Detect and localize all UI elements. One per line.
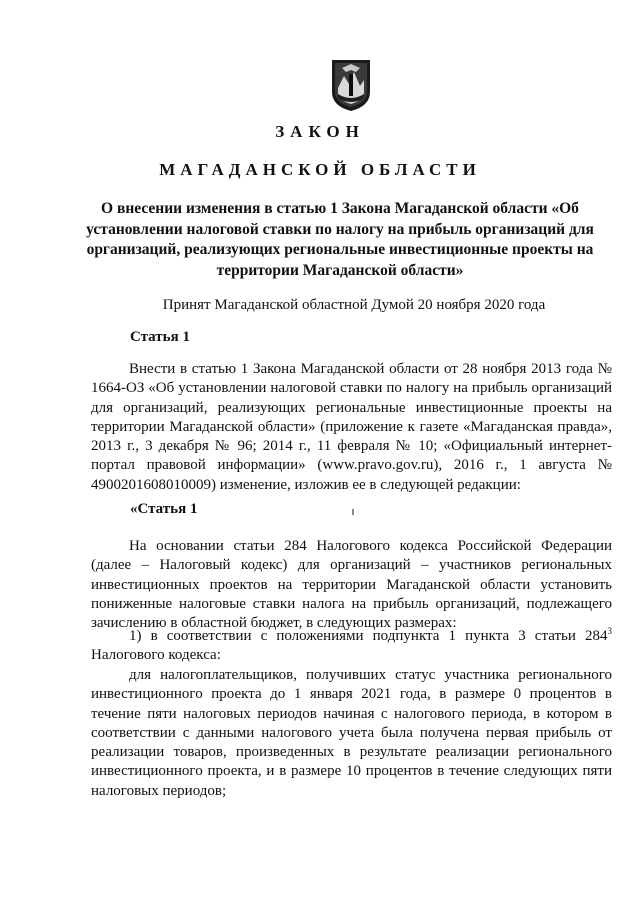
coat-of-arms-emblem [330,58,372,112]
item-1-detail: для налогоплательщиков, получивших статус участника регионального инвестиционного проекта до 1 января 2021 года, в размере 0 процентов в течение пяти налоговых периодов начиная с налогового периода, в котором в соответствии с данными налогового учета была получена первая прибыль от реализации товаров, произведенных в результате реализации регионального инвестиционного проекта, и в размере 10 процентов в течение следующих пяти налоговых периодов; [91,667,612,799]
article-1-body: Внести в статью 1 Закона Магаданской области от 28 ноября 2013 года № 1664-ОЗ «Об установлении налоговой ставки по налогу на прибыль организаций для организаций, реализующих региональные инвестиционные проекты на территории Магаданской области» (приложение к газете «Магаданская правда», 2013 г., 3 декабря № 96; 2014 г., 11 февраля № 10; «Официальный интернет-портал правовой информации» (www.pravo.gov.ru), 2016 г., 1 августа № 4900201608010009) изменение, изложив ее в следующей редакции: [91,361,612,493]
item-1-tail: Налогового кодекса: [91,647,221,664]
item-1 [91,627,612,666]
scan-mark [352,509,354,515]
law-title: О внесении изменения в статью 1 Закона Магаданской области «Об установлении налоговой ставки по налогу на прибыль организаций для организаций, реализующих региональные инвестиционные проекты на территории Магаданской области» [86,200,594,279]
adoption-line: Принят Магаданской областной Думой 20 ноября 2020 года [162,297,546,313]
quoted-article-heading: «Статья 1 [130,501,198,517]
quoted-article-intro: На основании статьи 284 Налогового кодекса Российской Федерации (далее – Налоговый кодекс) для организаций – участников региональных инвестиционных проектов на территории Магаданской области установить пониженные налоговые ставки налога на прибыль организаций, подлежащего зачислению в областной бюджет, в следующих размерах: [91,538,612,632]
document-type-heading: ЗАКОН [275,122,365,141]
item-1-text: 1) в соответствии с положениями подпункта 1 пункта 3 статьи 284 [129,628,608,644]
article-1-heading: Статья 1 [130,329,190,345]
region-heading: МАГАДАНСКОЙ ОБЛАСТИ [159,160,481,179]
item-1-superscript: 3 [607,626,612,636]
